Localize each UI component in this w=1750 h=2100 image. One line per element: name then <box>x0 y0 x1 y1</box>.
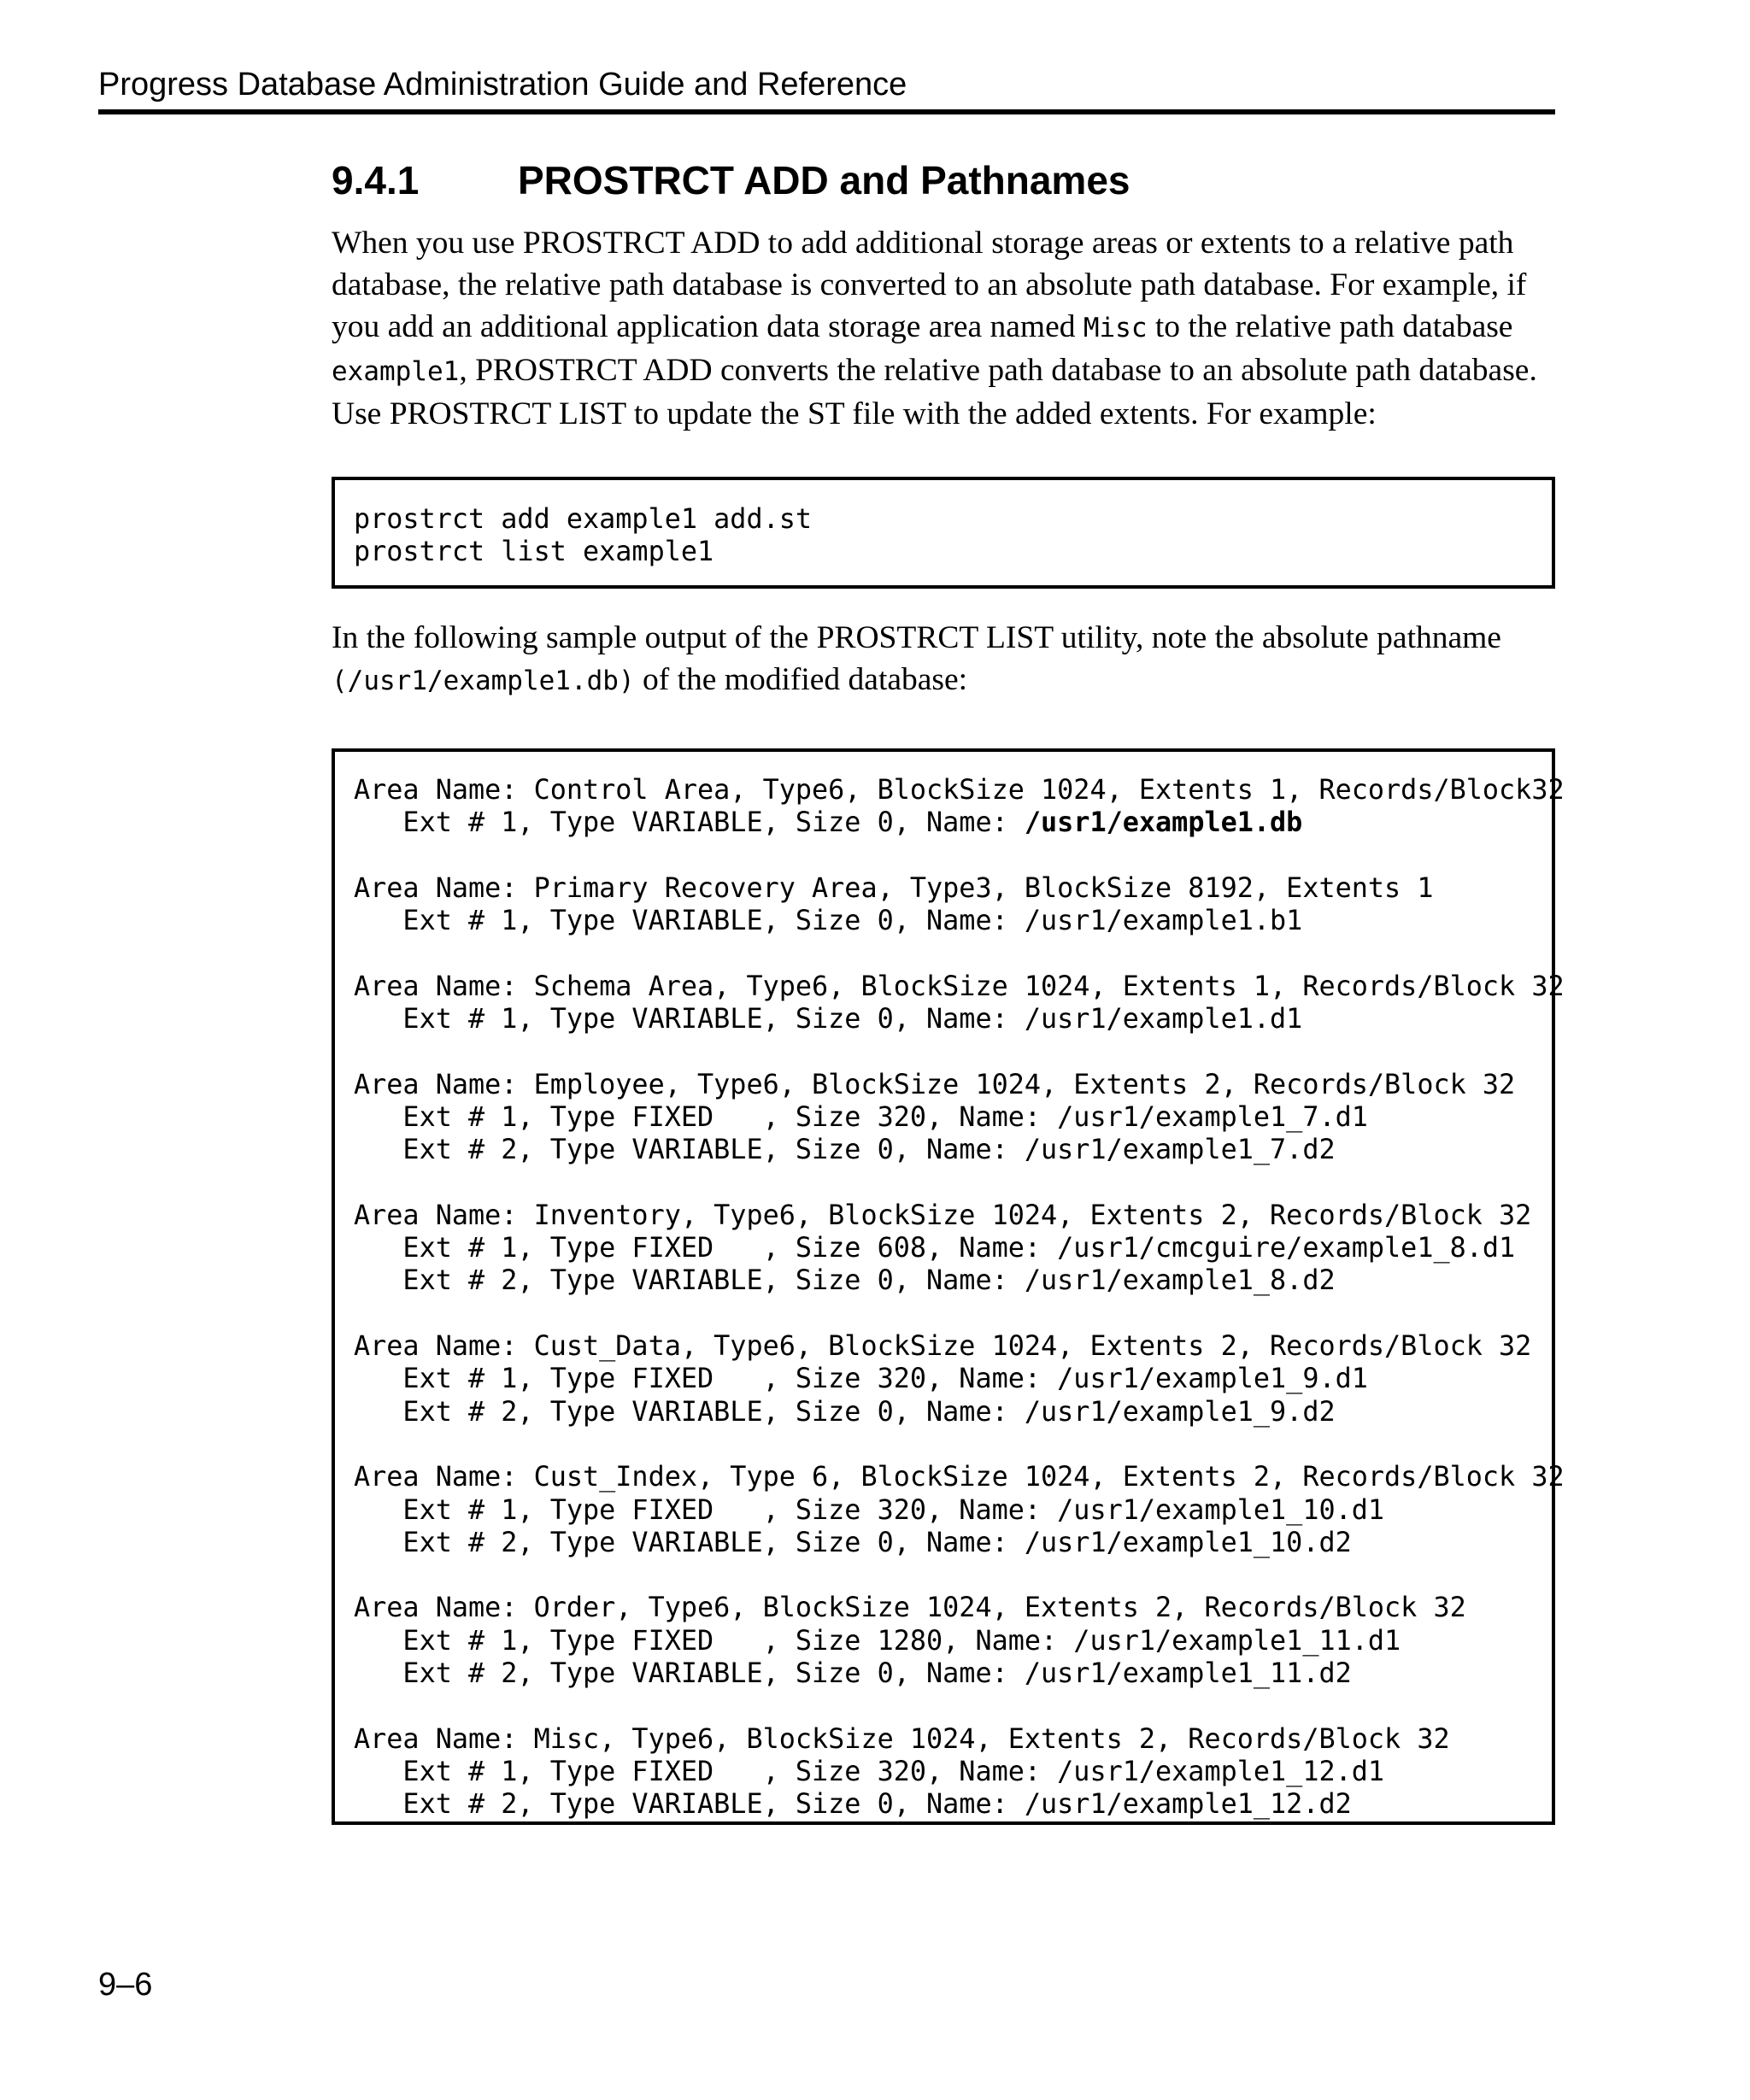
paragraph-text: you add an additional application data storage area named <box>332 309 1083 344</box>
extent-line <box>354 807 1302 838</box>
inline-code-misc: Misc <box>1083 313 1148 343</box>
area-line: Area Name: Employee, Type6, BlockSize 1024, Extents 2, Records/Block 32 <box>354 1068 1516 1100</box>
page-number: 9–6 <box>98 1967 153 2003</box>
extent-line: Ext # 1, Type FIXED , Size 320, Name: /usr1/example1_7.d1 <box>354 1100 1368 1133</box>
extent-line: Ext # 2, Type VARIABLE, Size 0, Name: /usr1/example1_7.d2 <box>354 1134 1336 1166</box>
paragraph-line: When you use PROSTRCT ADD to add additional storage areas or extents to a relative path <box>332 226 1514 261</box>
section-number: 9.4.1 <box>332 158 420 202</box>
paragraph-text: of the modified database: <box>634 662 968 697</box>
area-line: Area Name: Cust_Index, Type 6, BlockSize 1024, Extents 2, Records/Block 32 <box>354 1461 1565 1493</box>
command-code-block <box>332 477 1555 589</box>
code-line: prostrct add example1 add.st <box>354 503 813 535</box>
area-line: Area Name: Schema Area, Type6, BlockSize 1024, Extents 1, Records/Block 32 <box>354 970 1565 1002</box>
extent-line: Ext # 2, Type VARIABLE, Size 0, Name: /usr1/example1_11.d2 <box>354 1657 1352 1690</box>
paragraph-line: database, the relative path database is converted to an absolute path database. For example, if <box>332 267 1527 302</box>
section-title: PROSTRCT ADD and Pathnames <box>518 158 1130 202</box>
inline-code-path: (/usr1/example1.db) <box>332 666 635 696</box>
paragraph-text: to the relative path database <box>1147 309 1513 344</box>
paragraph-text: , PROSTRCT ADD converts the relative path database to an absolute path database. <box>459 353 1537 388</box>
paragraph-line: Use PROSTRCT LIST to update the ST file with the added extents. For example: <box>332 396 1377 431</box>
area-line: Area Name: Control Area, Type6, BlockSize 1024, Extents 1, Records/Block32 <box>354 774 1565 806</box>
area-line: Area Name: Inventory, Type6, BlockSize 1024, Extents 2, Records/Block 32 <box>354 1199 1532 1231</box>
paragraph-line <box>332 306 1562 349</box>
extent-line: Ext # 1, Type FIXED , Size 608, Name: /usr1/cmcguire/example1_8.d1 <box>354 1232 1516 1264</box>
code-line: prostrct list example1 <box>354 536 714 568</box>
inline-code-example1: example1 <box>332 356 460 387</box>
paragraph-line <box>332 349 1562 393</box>
intro-paragraph <box>332 222 1562 435</box>
extent-line: Ext # 1, Type FIXED , Size 1280, Name: /usr1/example1_11.d1 <box>354 1624 1401 1657</box>
extent-line: Ext # 1, Type VARIABLE, Size 0, Name: /usr1/example1.d1 <box>354 1003 1303 1035</box>
output-code-block <box>332 748 1565 1825</box>
paragraph-line: In the following sample output of the PROSTRCT LIST utility, note the absolute pathname <box>332 620 1501 655</box>
extent-line: Ext # 1, Type FIXED , Size 320, Name: /usr1/example1_9.d1 <box>354 1363 1368 1395</box>
extent-path-bold: /usr1/example1.db <box>1024 807 1303 839</box>
paragraph-line <box>332 659 1562 702</box>
extent-line: Ext # 1, Type FIXED , Size 320, Name: /usr1/example1_12.d1 <box>354 1755 1385 1787</box>
code-lines <box>335 503 1552 569</box>
extent-line: Ext # 1, Type VARIABLE, Size 0, Name: /usr1/example1.b1 <box>354 905 1303 937</box>
extent-line: Ext # 2, Type VARIABLE, Size 0, Name: /usr1/example1_9.d2 <box>354 1395 1336 1428</box>
extent-line: Ext # 2, Type VARIABLE, Size 0, Name: /usr1/example1_8.d2 <box>354 1264 1336 1297</box>
running-header: Progress Database Administration Guide and Reference <box>98 67 907 103</box>
extent-line: Ext # 2, Type VARIABLE, Size 0, Name: /usr1/example1_10.d2 <box>354 1526 1352 1558</box>
section-heading <box>332 157 1130 203</box>
header-rule <box>98 109 1555 114</box>
area-line: Area Name: Primary Recovery Area, Type3, BlockSize 8192, Extents 1 <box>354 871 1434 904</box>
extent-line: Ext # 2, Type VARIABLE, Size 0, Name: /usr1/example1_12.d2 <box>354 1788 1352 1821</box>
area-line: Area Name: Misc, Type6, BlockSize 1024, Extents 2, Records/Block 32 <box>354 1722 1450 1755</box>
area-line: Area Name: Order, Type6, BlockSize 1024, Extents 2, Records/Block 32 <box>354 1592 1466 1624</box>
output-intro-paragraph <box>332 617 1562 702</box>
extent-prefix: Ext # 1, Type VARIABLE, Size 0, Name: <box>354 807 1025 839</box>
extent-line: Ext # 1, Type FIXED , Size 320, Name: /usr1/example1_10.d1 <box>354 1493 1385 1526</box>
area-line: Area Name: Cust_Data, Type6, BlockSize 1024, Extents 2, Records/Block 32 <box>354 1330 1532 1363</box>
output-lines <box>335 774 1565 1821</box>
